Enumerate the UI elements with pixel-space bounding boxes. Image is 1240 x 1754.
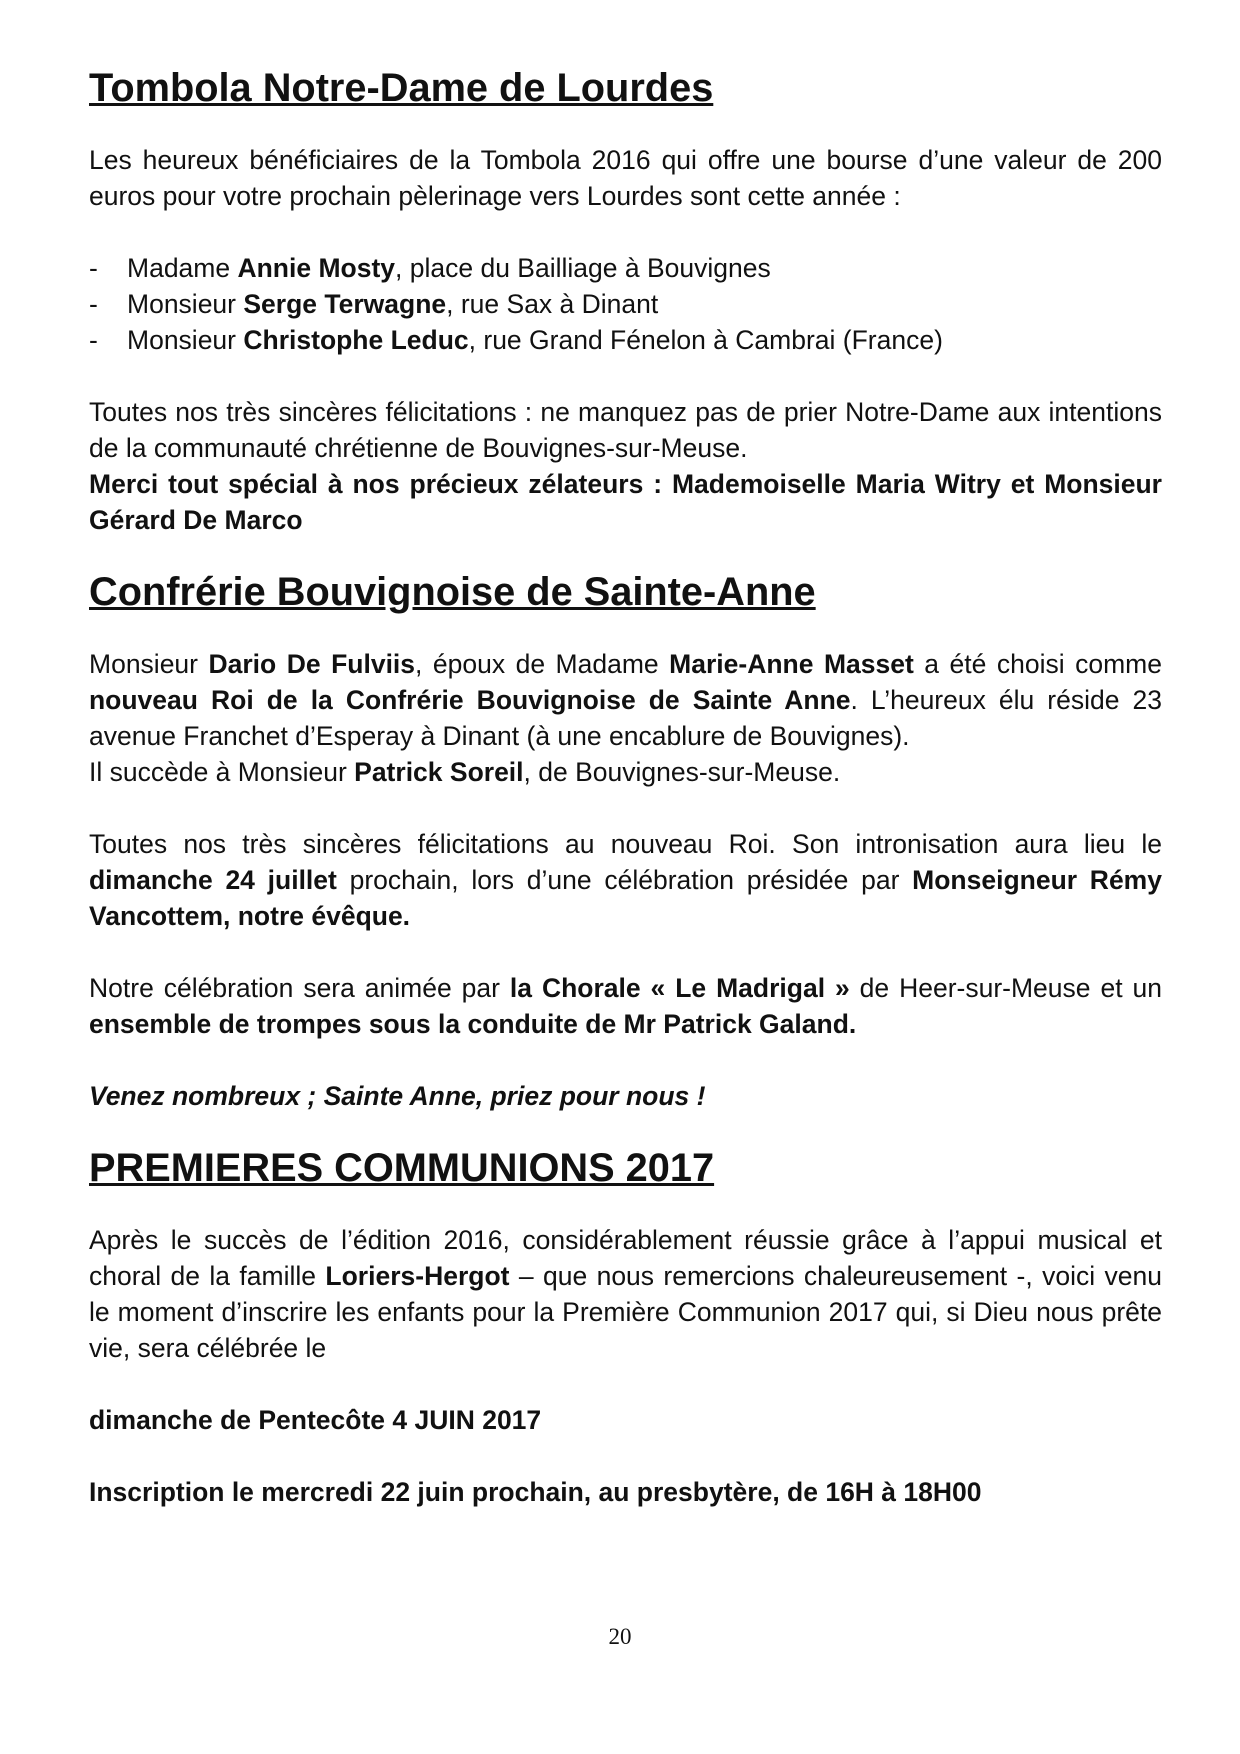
inscription-info: Inscription le mercredi 22 juin prochain, au presbytère, de 16H à 18H00: [89, 1477, 982, 1507]
communions-paragraph: Après le succès de l’édition 2016, considérablement réussie grâce à l’appui musical et choral de la famille Loriers-Hergot – que nous remercions chaleureusement -, voici venu le moment d’inscrire les enfants pour la Première Communion 2017 qui, si Dieu nous prête vie, sera célébrée le: [89, 1225, 1162, 1363]
tombola-congrats: Toutes nos très sincères félicitations : ne manquez pas de prier Notre-Dame aux intentions de la communauté chrétienne de Bouvignes-sur-Meuse.: [89, 397, 1162, 463]
list-item: - Monsieur Christophe Leduc, rue Grand Fénelon à Cambrai (France): [89, 325, 943, 355]
tombola-section: [89, 66, 1162, 538]
communion-date: dimanche de Pentecôte 4 JUIN 2017: [89, 1405, 542, 1435]
confrerie-paragraph-successor: Il succède à Monsieur Patrick Soreil, de Bouvignes-sur-Meuse.: [89, 757, 841, 787]
tombola-heading: Tombola Notre-Dame de Lourdes: [89, 66, 714, 110]
winner-name: Serge Terwagne: [243, 289, 447, 319]
list-item: - Madame Annie Mosty, place du Bailliage à Bouvignes: [89, 253, 771, 283]
tombola-intro: Les heureux bénéficiaires de la Tombola 2016 qui offre une bourse d’une valeur de 200 euros pour votre prochain pèlerinage vers Lourdes sont cette année :: [89, 145, 1162, 211]
confrerie-paragraph-music: Notre célébration sera animée par la Chorale « Le Madrigal » de Heer-sur-Meuse et un ensemble de trompes sous la conduite de Mr Patrick Galand.: [89, 973, 1162, 1039]
confrerie-section: [89, 570, 1162, 1114]
confrerie-paragraph-ceremony: Toutes nos très sincères félicitations au nouveau Roi. Son intronisation aura lieu le dimanche 24 juillet prochain, lors d’une célébration présidée par Monseigneur Rémy Vancottem, notre évêque.: [89, 829, 1162, 931]
tombola-thanks: Merci tout spécial à nos précieux zélateurs : Mademoiselle Maria Witry et Monsieur Gérard De Marco: [89, 469, 1162, 535]
confrerie-heading: Confrérie Bouvignoise de Sainte-Anne: [89, 570, 816, 614]
communions-section: [89, 1146, 1162, 1510]
page-number: 20: [608, 1624, 632, 1649]
winners-list: [89, 250, 1162, 358]
confrerie-closing: Venez nombreux ; Sainte Anne, priez pour nous !: [89, 1081, 706, 1111]
winner-name: Christophe Leduc: [243, 325, 469, 355]
list-item: - Monsieur Serge Terwagne, rue Sax à Dinant: [89, 289, 659, 319]
winner-name: Annie Mosty: [237, 253, 396, 283]
communions-heading: PREMIERES COMMUNIONS 2017: [89, 1146, 715, 1190]
document-page: [89, 66, 1162, 1510]
confrerie-paragraph-king: Monsieur Dario De Fulviis, époux de Madame Marie-Anne Masset a été choisi comme nouveau Roi de la Confrérie Bouvignoise de Sainte Anne. L’heureux élu réside 23 avenue Franchet d’Esperay à Dinant (à une encablure de Bouvignes).: [89, 649, 1162, 751]
